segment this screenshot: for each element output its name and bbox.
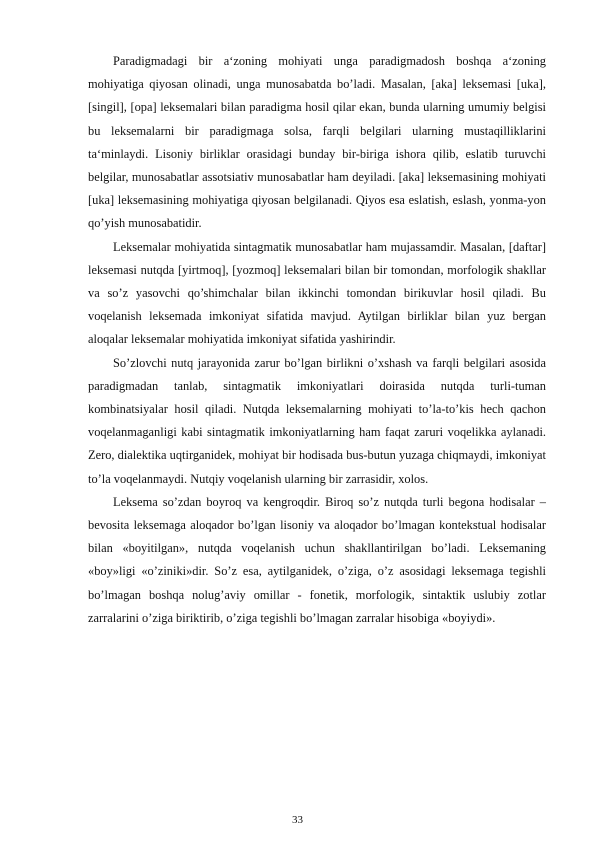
page-number: 33 [292,814,303,826]
paragraph-2: Leksemalar mohiyatida sintagmatik munosabatlar ham mujassamdir. Masalan, [daftar] leksemasi nutqda [yirtmoq], [yozmoq] leksemalari bilan bir tomondan, morfologik shakllar va so’z yasovchi qo’shimchalar bilan ikkinchi tomondan birikuvlar hosil qiladi. Bu voqelanish leksemada imkoniyat sifatida mavjud. Aytilgan birliklar bilan yuz bergan aloqalar leksemalar mohiyatida imkoniyat sifatida yashirindir. [88,239,546,347]
paragraph-1: Paradigmadagi bir a‘zoning mohiyati unga paradigmadosh boshqa a‘zoning mohiyatiga qiyosan olinadi, unga munosabatda bo’ladi. Masalan, [aka] leksemasi [uka], [singil], [opa] leksemalari bilan paradigma hosil qilar ekan, bunda ularning umumiy belgisi bu leksemalarni bir paradigmaga solsa, farqli belgilari ularning mustaqilliklarini ta‘minlaydi. Lisoniy birliklar orasidagi bunday bir-biriga ishora qilib, eslatib turuvchi belgilar, munosabatlar assotsiativ munosabatlar ham deyiladi. [aka] leksemasining mohiyati [uka] leksemasining mohiyatiga qiyosan belgilanadi. Qiyos esa eslatish, eslash, yonma-yon qo’yish munosabatidir. [88,54,546,231]
paragraph-3: So’zlovchi nutq jarayonida zarur bo’lgan birlikni o’xshash va farqli belgilari asosida paradigmadan tanlab, sintagmatik imkoniyatlari doirasida nutqda turli-tuman kombinatsiyalar hosil qiladi. Nutqda leksemalarning mohiyati to’la-to’kis hech qachon voqelanmaganligi kabi sintagmatik imkoniyatlarning ham faqat zaruri voqelikka aylanadi. Zero, dialektika uqtirganidek, mohiyat bir hodisada bus-butun yuzaga chiqmaydi, imkoniyat to’la voqelanmaydi. Nutqiy voqelanish ularning bir zarrasidir, xolos. [88,355,546,486]
document-page [88,50,546,630]
paragraph-4: Leksema so’zdan boyroq va kengroqdir. Biroq so’z nutqda turli begona hodisalar – bevosita leksemaga aloqador bo’lgan lisoniy va aloqador bo’lmagan kontekstual hodisalar bilan «boyitilgan», nutqda voqelanish uchun shakllantirilgan bo’ladi. Leksemaning «boy»ligi «o’ziniki»dir. So’z esa, aytilganidek, o’ziga, o’z asosidagi leksemaga tegishli bo’lmagan boshqa nolug’aviy omillar - fonetik, morfologik, sintaktik uslubiy zotlar zarralarini o’ziga biriktirib, o’ziga tegishli bo’lmagan zarralar hisobiga «boyiydi». [88,494,546,625]
